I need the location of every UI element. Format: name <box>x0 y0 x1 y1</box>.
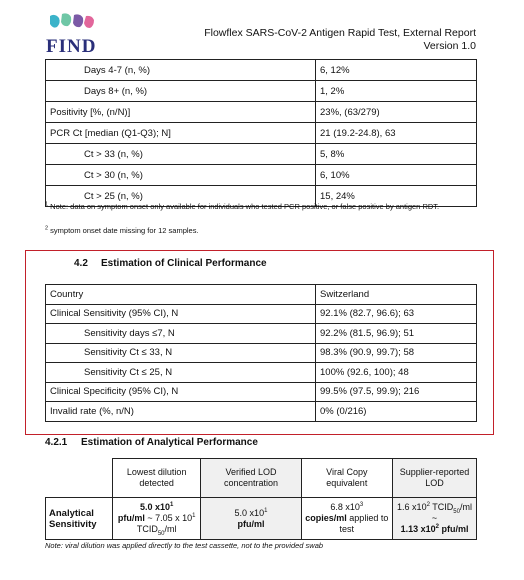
header-verified-lod: Verified LOD concentration <box>201 459 301 498</box>
row-value: 21 (19.2-24.8), 63 <box>316 123 477 144</box>
clinical-performance-table <box>45 284 477 422</box>
row-label: PCR Ct [median (Q1-Q3); N] <box>46 123 316 144</box>
row-label: Clinical Sensitivity (95% CI), N <box>46 304 316 324</box>
row-value: 0% (0/216) <box>316 402 477 422</box>
row-value: 5, 8% <box>316 144 477 165</box>
table-row <box>46 402 477 422</box>
row-value: 1, 2% <box>316 81 477 102</box>
row-value: 6, 10% <box>316 165 477 186</box>
row-label: Ct > 33 (n, %) <box>46 144 316 165</box>
logo-text: FIND <box>46 36 97 57</box>
table-row <box>46 102 477 123</box>
header-supplier-lod: Supplier-reported LOD <box>393 459 477 498</box>
row-value: Switzerland <box>316 285 477 305</box>
row-label: Sensitivity days ≤7, N <box>46 324 316 344</box>
report-version: Version 1.0 <box>423 40 476 52</box>
cell-viral-copy: 6.8 $x10^3$ copies/ml applied to test <box>301 498 392 540</box>
footnote-2: $^2$ symptom onset date missing for 12 samples. <box>45 225 199 235</box>
table-row <box>46 324 477 344</box>
row-value: 100% (92.6, 100); 48 <box>316 363 477 383</box>
header-viral-copy: Viral Copy equivalent <box>301 459 392 498</box>
table-header-row <box>46 459 477 498</box>
row-label: Ct > 30 (n, %) <box>46 165 316 186</box>
table-row <box>46 304 477 324</box>
cell-supplier-lod: 1.6 $x10^2$ $TCID_{50}/ml$ ~ 1.13 $x10^2$ pfu/ml <box>393 498 477 540</box>
table-row <box>46 165 477 186</box>
row-label: Analytical Sensitivity <box>46 498 113 540</box>
report-header <box>204 27 476 53</box>
row-value: 92.2% (81.5, 96.9); 51 <box>316 324 477 344</box>
row-value: 23%, (63/279) <box>316 102 477 123</box>
report-title: Flowflex SARS-CoV-2 Antigen Rapid Test, External Report <box>204 27 476 39</box>
row-label: Country <box>46 285 316 305</box>
row-label: Clinical Specificity (95% CI), N <box>46 382 316 402</box>
analytical-performance-table <box>45 458 477 540</box>
table-row <box>46 363 477 383</box>
row-label: Days 4-7 (n, %) <box>46 60 316 81</box>
table-row <box>46 343 477 363</box>
table-row <box>46 382 477 402</box>
footnote-1: $^1$ Note: data on symptom onset only available for individuals who tested PCR positive, or false positive by antigen RDT. <box>45 201 440 211</box>
row-value: 92.1% (82.7, 96.6); 63 <box>316 304 477 324</box>
footer-note: Note: viral dilution was applied directly to the test cassette, not to the provided swab <box>45 541 324 550</box>
row-label: Positivity [%, (n/N)] <box>46 102 316 123</box>
row-label: Ct > 25 (n, %) <box>46 186 316 207</box>
table-row <box>46 123 477 144</box>
row-label: Days 8+ (n, %) <box>46 81 316 102</box>
table-row <box>46 60 477 81</box>
demographics-table <box>45 59 477 207</box>
row-value: 15, 24% <box>316 186 477 207</box>
row-value: 99.5% (97.5, 99.9); 216 <box>316 382 477 402</box>
cell-verified-lod: 5.0 $x10^1$ pfu/ml <box>201 498 301 540</box>
table-row <box>46 498 477 540</box>
section-4-2-1-heading: 4.2.1 Estimation of Analytical Performance <box>45 437 258 448</box>
cell-lowest-dilution: 5.0 $x10^1$ pfu/ml ~ 7.05 x $10^1$ $TCID_{50}/ml$ <box>113 498 201 540</box>
row-label: Sensitivity Ct ≤ 25, N <box>46 363 316 383</box>
row-label: Sensitivity Ct ≤ 33, N <box>46 343 316 363</box>
table-row <box>46 81 477 102</box>
row-value: 98.3% (90.9, 99.7); 58 <box>316 343 477 363</box>
section-4-2-heading: 4.2 Estimation of Clinical Performance <box>74 258 267 269</box>
row-value: 6, 12% <box>316 60 477 81</box>
header-lowest-dilution: Lowest dilution detected <box>113 459 201 498</box>
row-label: Invalid rate (%, n/N) <box>46 402 316 422</box>
table-row <box>46 144 477 165</box>
empty-header-cell <box>46 459 113 498</box>
table-row <box>46 285 477 305</box>
